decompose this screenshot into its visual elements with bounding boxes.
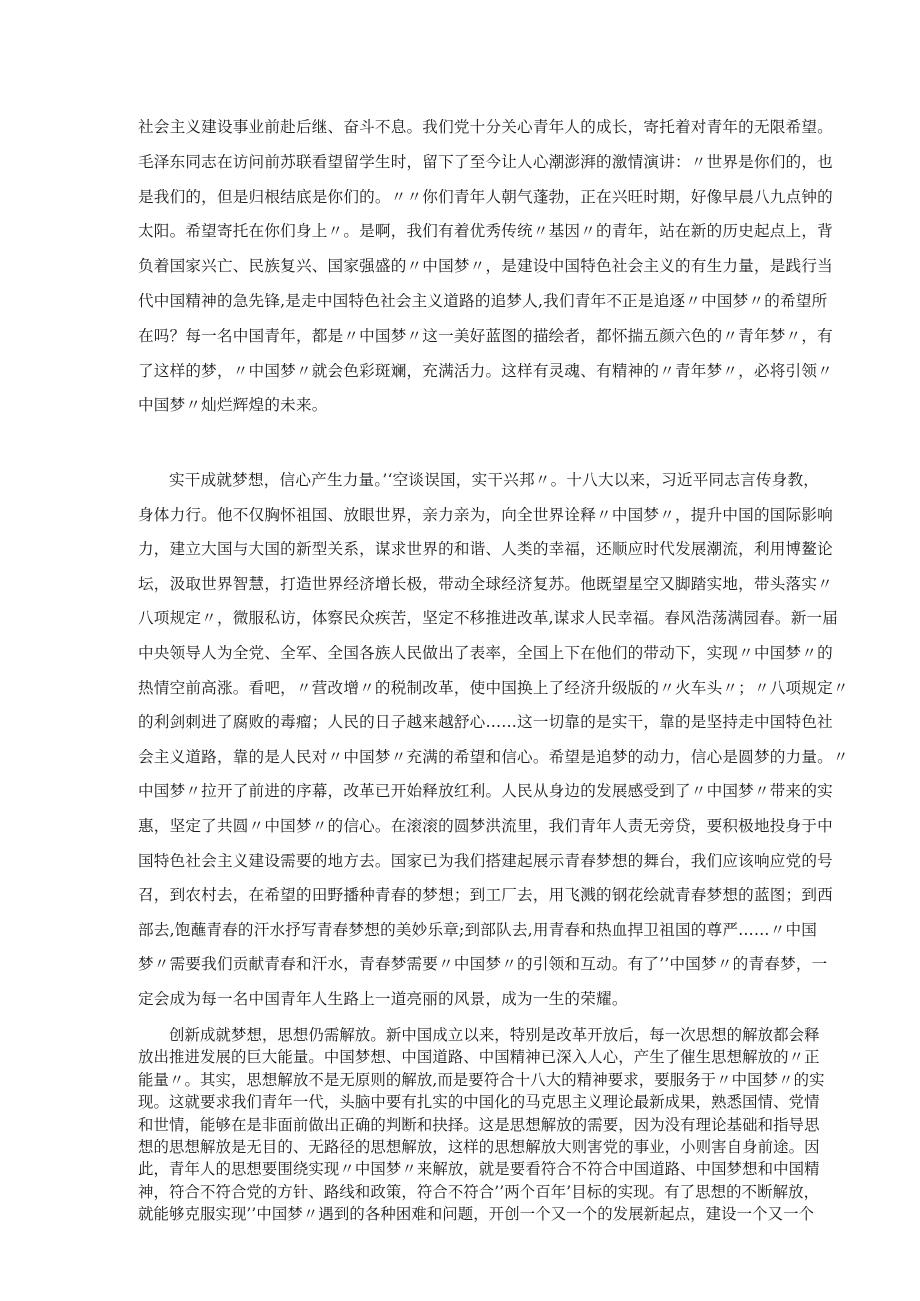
text-line: 召，到农村去，在希望的田野播种青春的梦想；到工厂去，用飞溅的钢花绘就青春梦想的蓝图；到西 bbox=[138, 886, 833, 905]
text-line: 神，符合不符合党的方针、路线和政策，符合不符合’’两个百年’目标的实现。有了思想的不断解放， bbox=[138, 1182, 820, 1201]
text-line: 坛，汲取世界智慧，打造世界经济增长极，带动全球经济复苏。他既望星空又脚踏实地，带头落实〃 bbox=[138, 574, 833, 593]
text-line: 现。这就要求我们青年一代，头脑中要有扎实的中国化的马克思主义理论最新成果，熟悉国情、党情 bbox=[138, 1093, 820, 1112]
text-line: 国特色社会主义建设需要的地方去。国家已为我们搭建起展示青春梦想的舞台，我们应该响应党的号 bbox=[138, 851, 833, 870]
text-line: 是我们的，但是归根结底是你们的。〃〃你们青年人朝气蓬勃，正在兴旺时期，好像早晨八九点钟的 bbox=[138, 187, 833, 206]
text-line: 毛泽东同志在访问前苏联看望留学生时，留下了至今让人心潮澎湃的激情演讲：〃世界是你们的，也 bbox=[138, 152, 833, 171]
text-line: 中央领导人为全党、全军、全国各族人民做出了表率，全国上下在他们的带动下，实现〃中国梦〃的 bbox=[138, 643, 833, 662]
text-line: 在吗？每一名中国青年，都是〃中国梦〃这一美好蓝图的描绘者，都怀揣五颜六色的〃青年梦〃，有 bbox=[138, 326, 833, 345]
text-line: 力，建立大国与大国的新型关系，谋求世界的和谐、人类的幸福，还顺应时代发展潮流，利用博鳌论 bbox=[138, 540, 833, 559]
text-line: 能量〃。其实，思想解放不是无原则的解放,而是要符合十八大的精神要求，要服务于〃中国梦〃的实 bbox=[138, 1070, 825, 1089]
paragraph-youth-hope bbox=[138, 110, 833, 423]
text-line: 会主义道路，靠的是人民对〃中国梦〃充满的希望和信心。希望是追梦的动力，信心是圆梦的力量。〃 bbox=[138, 747, 849, 766]
text-line: 社会主义建设事业前赴后继、奋斗不息。我们党十分关心青年人的成长，寄托着对青年的无限希望。 bbox=[138, 118, 833, 136]
paragraph-innovation bbox=[138, 1024, 825, 1226]
text-line: 太阳。希望寄托在你们身上〃。是啊，我们有着优秀传统〃基因〃的青年，站在新的历史起点上，背 bbox=[138, 222, 833, 241]
text-line: 此，青年人的思想要围绕实现〃中国梦〃来解放，就是要看符合不符合中国道路、中国梦想和中国精 bbox=[138, 1160, 820, 1179]
text-line: 放出推进发展的巨大能量。中国梦想、中国道路、中国精神已深入人心，产生了催生思想解放的〃正 bbox=[138, 1048, 820, 1067]
text-line: 和世情，能够在是非面前做出正确的判断和抉择。这是思想解放的需要，因为没有理论基础和指导思 bbox=[138, 1115, 820, 1134]
text-line: 梦〃需要我们贡献青春和汗水，青春梦需要〃中国梦〃的引领和互动。有了’’中国梦〃的青春梦，一 bbox=[138, 955, 828, 974]
text-line: 定会成为每一名中国青年人生路上一道亮丽的风景，成为一生的荣耀。 bbox=[138, 989, 628, 1008]
text-line: 的利剑刺进了腐败的毒瘤；人民的日子越来越舒心……这一切靠的是实干，靠的是坚持走中国特色社 bbox=[138, 713, 833, 732]
text-line: 代中国精神的急先锋,是走中国特色社会主义道路的追梦人,我们青年不正是追逐〃中国梦〃的希望所 bbox=[138, 291, 828, 310]
text-line: 热情空前高涨。看吧，〃营改增〃的税制改革，使中国换上了经济升级版的〃火车头〃；〃八项规定〃 bbox=[138, 678, 849, 697]
text-line: 了这样的梦，〃中国梦〃就会色彩斑斓，充满活力。这样有灵魂、有精神的〃青年梦〃，必将引领〃 bbox=[138, 361, 833, 380]
text-line: 中国梦〃灿烂辉煌的未来。 bbox=[138, 396, 328, 415]
text-line: 惠，坚定了共圆〃中国梦〃的信心。在滚滚的圆梦洪流里，我们青年人责无旁贷，要积极地投身于中 bbox=[138, 816, 833, 835]
text-line: 负着国家兴亡、民族复兴、国家强盛的〃中国梦〃，是建设中国特色社会主义的有生力量，是践行当 bbox=[138, 257, 833, 276]
text-line: 创新成就梦想，思想仍需解放。新中国成立以来，特别是改革开放后，每一次思想的解放都会释 bbox=[169, 1026, 820, 1044]
text-line: 中国梦〃拉开了前进的序幕，改革已开始释放红利。人民从身边的发展感受到了〃中国梦〃带来的实 bbox=[138, 782, 833, 801]
text-line: 身体力行。他不仅胸怀祖国、放眼世界，亲力亲为，向全世界诠释〃中国梦〃，提升中国的国际影响 bbox=[138, 505, 833, 524]
text-line: 想的思想解放是无目的、无路径的思想解放，这样的思想解放大则害党的事业，小则害自身前途。因 bbox=[138, 1138, 820, 1157]
paragraph-hard-work bbox=[138, 463, 849, 1017]
text-line: 部去,饱蘸青春的汗水抒写青春梦想的美妙乐章;到部队去,用青春和热血捍卫祖国的尊严……〃中国 bbox=[138, 920, 818, 939]
text-line: 实干成就梦想，信心产生力量。’‘空谈误国，实干兴邦〃。十八大以来，习近平同志言传身教， bbox=[169, 471, 820, 489]
text-line: 八项规定〃，微服私访，体察民众疾苦，坚定不移推进改革,谋求人民幸福。春风浩荡满园春。新一届 bbox=[138, 609, 839, 628]
text-line: 就能够克服实现’’中国梦〃遇到的各种困难和问题，开创一个又一个的发展新起点，建设一个又一个 bbox=[138, 1205, 815, 1224]
